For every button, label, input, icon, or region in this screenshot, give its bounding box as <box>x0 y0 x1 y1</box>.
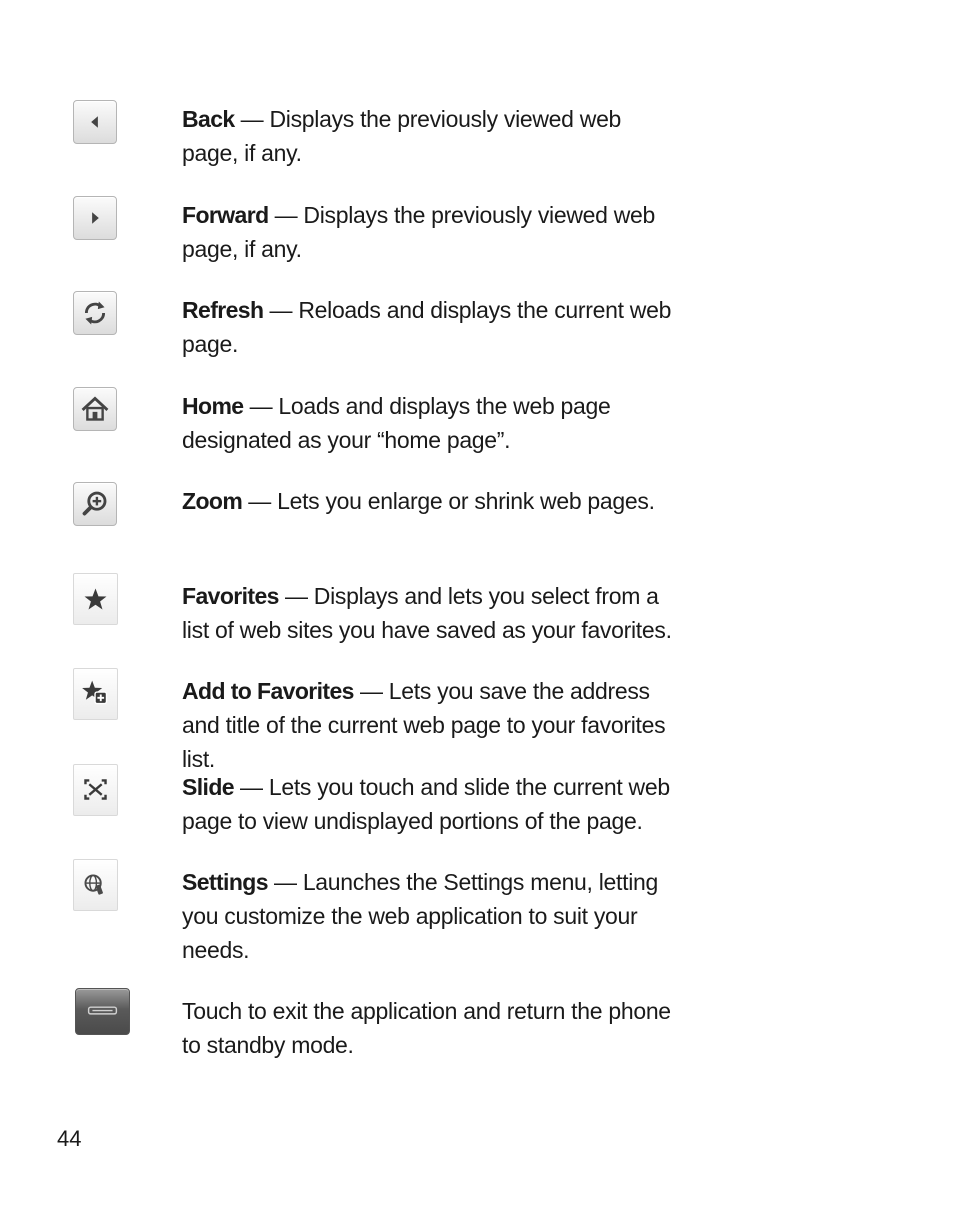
entry-term: Favorites <box>182 583 279 609</box>
entry-description <box>182 293 672 361</box>
entry-text: — Loads and displays the web page designated as your “home page”. <box>182 393 611 453</box>
entry-term: Zoom <box>182 488 243 514</box>
entry-text: Touch to exit the application and return the phone to standby mode. <box>182 998 671 1058</box>
entry-term: Slide <box>182 774 234 800</box>
entry-description <box>182 389 672 457</box>
entry-description <box>182 994 672 1062</box>
entry-description <box>182 674 672 776</box>
entry-term: Forward <box>182 202 269 228</box>
slide-icon[interactable] <box>73 764 118 816</box>
entry-text: — Lets you enlarge or shrink web pages. <box>242 488 655 514</box>
entry-description <box>182 770 672 838</box>
entry-description <box>182 484 672 518</box>
zoom-icon[interactable] <box>73 482 117 526</box>
page-number: 44 <box>57 1126 82 1151</box>
entry-description <box>182 579 672 647</box>
entry-text: — Lets you touch and slide the current web page to view undisplayed portions of the page. <box>182 774 670 834</box>
forward-arrow-icon[interactable] <box>73 196 117 240</box>
entry-text: — Lets you save the address and title of the current web page to your favorites list. <box>182 678 666 772</box>
entry-term: Back <box>182 106 235 132</box>
entry-text: — Displays the previously viewed web page, if any. <box>182 106 622 166</box>
home-icon[interactable] <box>73 387 117 431</box>
entry-description <box>182 198 672 266</box>
back-arrow-icon[interactable] <box>73 100 117 144</box>
refresh-icon[interactable] <box>73 291 117 335</box>
entry-text: — Displays the previously viewed web page, if any. <box>182 202 655 262</box>
settings-icon[interactable] <box>73 859 118 911</box>
entry-text: — Launches the Settings menu, letting you customize the web application to suit your needs. <box>182 869 659 963</box>
exit-icon[interactable] <box>75 988 130 1035</box>
star-icon[interactable] <box>73 573 118 625</box>
entry-term: Settings <box>182 869 268 895</box>
entry-term: Home <box>182 393 244 419</box>
add-favorite-icon[interactable] <box>73 668 118 720</box>
entry-text: — Displays and lets you select from a list of web sites you have saved as your favorites. <box>182 583 672 643</box>
entry-description <box>182 865 672 967</box>
entry-description <box>182 102 672 170</box>
entry-text: — Reloads and displays the current web page. <box>182 297 672 357</box>
entry-term: Refresh <box>182 297 264 323</box>
entry-term: Add to Favorites <box>182 678 354 704</box>
